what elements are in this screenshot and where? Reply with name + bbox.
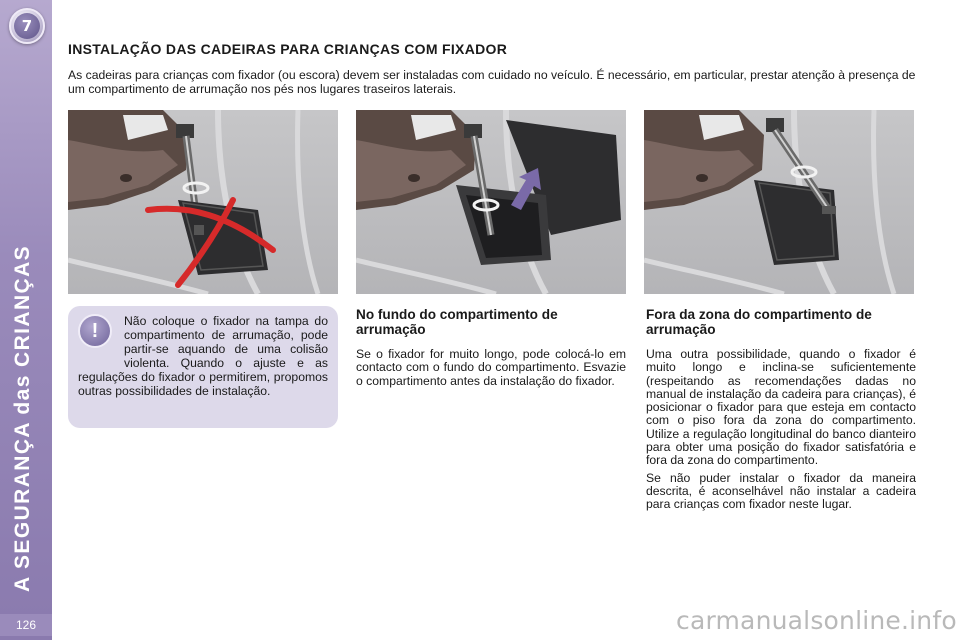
warning-box [68, 306, 338, 428]
illustration-fixador-outside [644, 110, 914, 294]
section-title: INSTALAÇÃO DAS CADEIRAS PARA CRIANÇAS COM FIXADOR [68, 41, 508, 57]
figure-compartment-bottom [356, 110, 626, 294]
compartment-bottom-text: Se o fixador for muito longo, pode colocá-lo em contacto com o fundo do compartimento. Esvazie o compartimento antes da instalação do fixador. [356, 347, 626, 388]
chapter-number: 7 [14, 13, 40, 39]
exclamation-icon: ! [78, 314, 112, 348]
watermark: carmanualsonline.info [676, 606, 957, 635]
compartment-bottom-title: No fundo do compartimento de arrumação [356, 307, 558, 337]
illustration-fixador-in-compartment [356, 110, 626, 294]
chapter-title: A SEGURANÇA das CRIANÇAS [11, 244, 34, 592]
illustration-fixador-on-lid [68, 110, 338, 294]
intro-paragraph: As cadeiras para crianças com fixador (ou escora) devem ser instaladas com cuidado no veículo. É necessário, em particular, prestar atenção à presença de um compartimento de arrumação nos pés nos lugares traseiros laterais. [68, 68, 916, 96]
outside-compartment-text [646, 348, 916, 516]
outside-compartment-paragraph-1: Uma outra possibilidade, quando o fixador é muito longo e inclina-se suficientemente (respeitando as recomendações dadas no manual de instalação da cadeira para crianças), é posicionar o fixador para que esteja em contacto com o piso fora da zona do compartimento. Utilize a regulação longitudinal do banco dianteiro para obter uma posição do fixador satisfatória e fora da zona do compartimento. [646, 347, 916, 468]
outside-compartment-title: Fora da zona do compartimento de arrumação [646, 307, 872, 337]
outside-compartment-paragraph-2: Se não puder instalar o fixador da maneira descrita, é aconselhável não instalar a cadeira para crianças com fixador neste lugar. [646, 470, 916, 512]
figure-outside-compartment [644, 110, 914, 294]
chapter-badge [9, 8, 45, 44]
warning-text: Não coloque o fixador na tampa do compartimento de arrumação, pode partir-se aquando de uma colisão violenta. Quando o ajuste e as regulações do fixador o permitirem, propomos outras possibilidades de instalação. [78, 314, 328, 399]
figure-wrong-installation [68, 110, 338, 294]
page-number: 126 [0, 614, 52, 636]
